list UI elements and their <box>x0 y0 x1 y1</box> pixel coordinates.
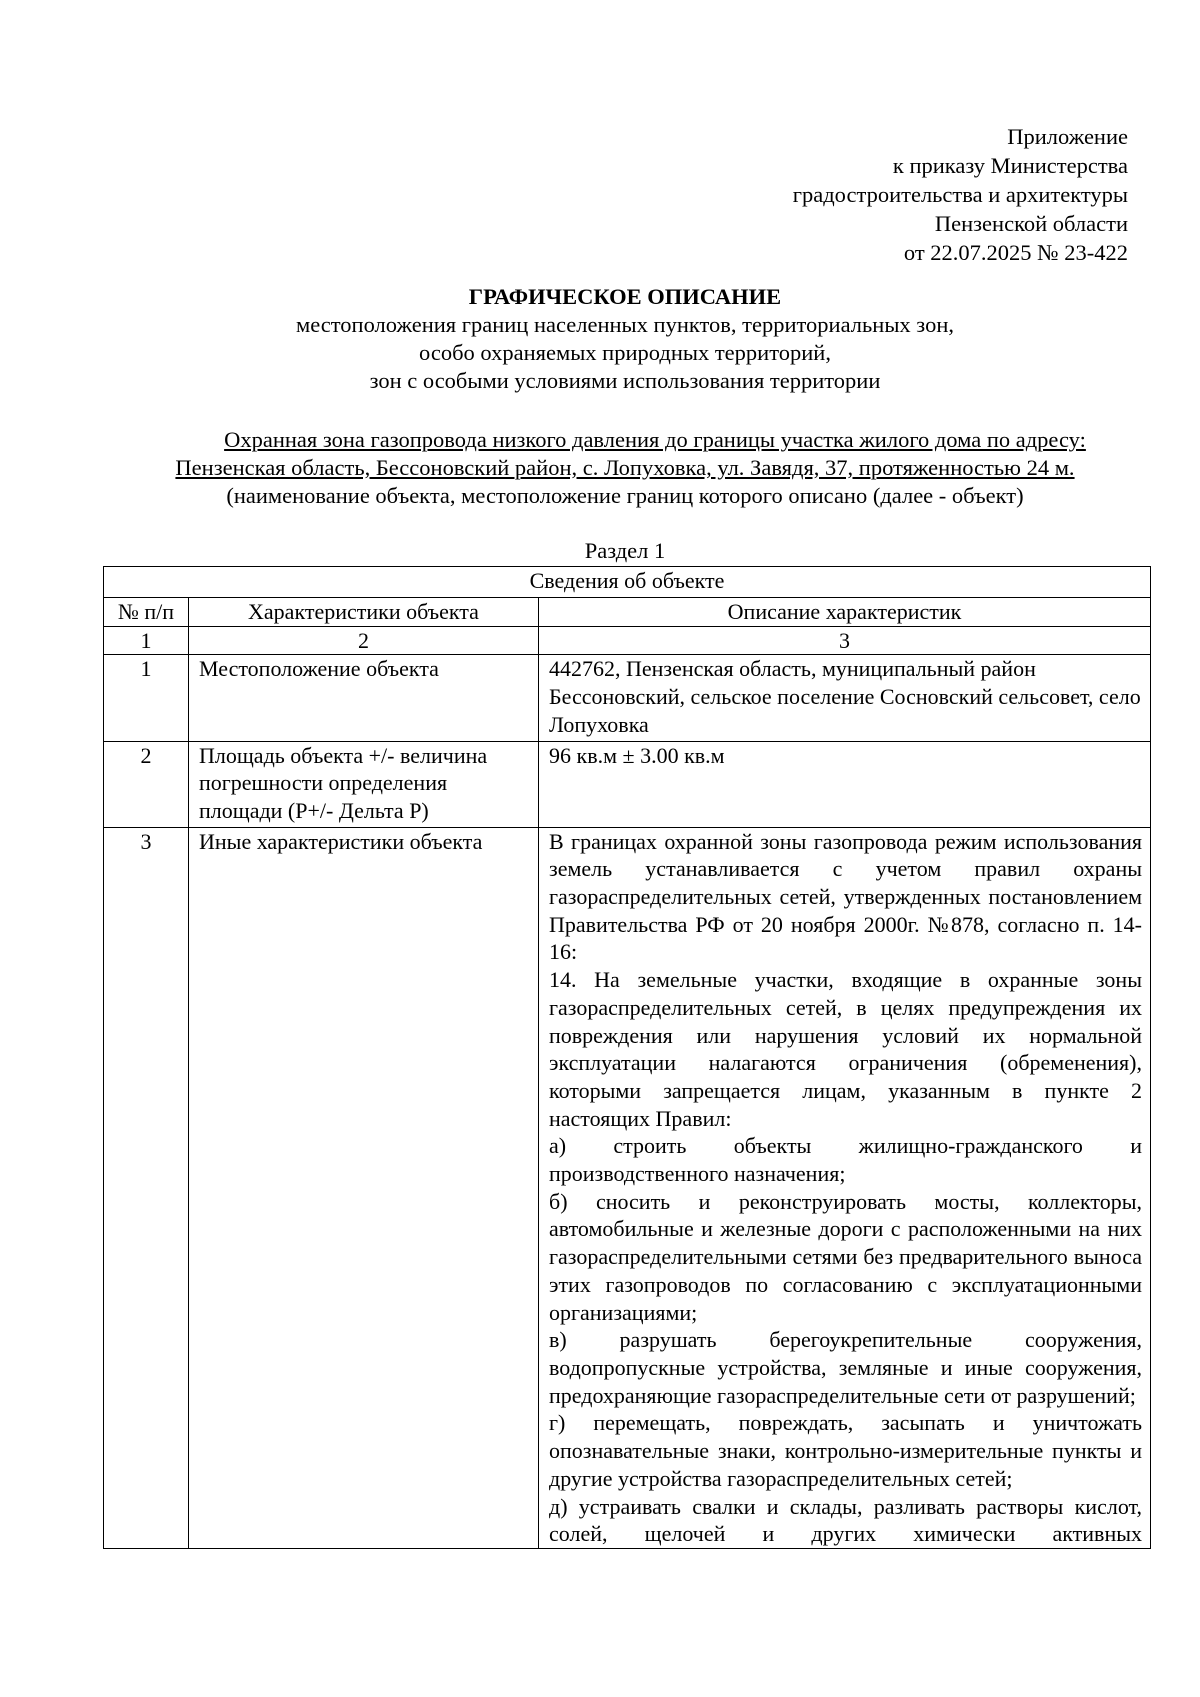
object-info-table <box>103 566 1151 1549</box>
description-paragraph: б) сносить и реконструировать мосты, коллекторы, автомобильные и железные дороги с расположенными на них газораспределительными сетями без предварительного выноса этих газопроводов по согласованию с эксплуатационными организациями; <box>549 1188 1142 1325</box>
appendix-header <box>568 122 1128 267</box>
description-paragraph: а) строить объекты жилищно-гражданского и производственного назначения; <box>549 1133 1142 1187</box>
object-name-block <box>100 426 1150 510</box>
subtitle-line: зон с особыми условиями использования территории <box>369 368 881 393</box>
table-row <box>104 741 1151 827</box>
section-label: Раздел 1 <box>584 538 666 563</box>
column-number-cell: 3 <box>539 626 1151 655</box>
row-number: 1 <box>104 655 189 741</box>
object-name-line: Пензенская область, Бессоновский район, с. Лопуховка, ул. Завядя, 37, протяженностью 24 м. <box>175 455 1075 480</box>
appendix-line: Приложение <box>1007 124 1128 149</box>
header-cell: Характеристики объекта <box>189 598 539 627</box>
row-description: 96 кв.м ± 3.00 кв.м <box>539 741 1151 827</box>
row-description <box>539 827 1151 1548</box>
table-caption-row <box>104 567 1151 598</box>
object-caption: (наименование объекта, местоположение границ которого описано (далее - объект) <box>226 483 1024 508</box>
document-title <box>100 283 1150 395</box>
description-paragraph: В границах охранной зоны газопровода режим использования земель устанавливается с учетом правил охраны газораспределительных сетей, утвержденных постановлением Правительства РФ от 20 ноября 2000г. №878, согласно п. 14-16: <box>549 828 1142 965</box>
appendix-line: к приказу Министерства <box>892 153 1128 178</box>
subtitle-line: особо охраняемых природных территорий, <box>419 340 831 365</box>
table-row <box>104 655 1151 741</box>
object-name-line: Охранная зона газопровода низкого давления до границы участка жилого дома по адресу: <box>224 427 1086 452</box>
subtitle-line: местоположения границ населенных пунктов, территориальных зон, <box>296 312 954 337</box>
column-number-cell: 2 <box>189 626 539 655</box>
appendix-order-date: от 22.07.2025 № 23-422 <box>903 240 1128 265</box>
appendix-line: Пензенской области <box>934 211 1128 236</box>
row-characteristic: Иные характеристики объекта <box>189 827 539 1548</box>
description-paragraph: д) устраивать свалки и склады, разливать растворы кислот, солей, щелочей и других химически активных <box>549 1493 1142 1547</box>
description-paragraph: в) разрушать берегоукрепительные сооружения, водопропускные устройства, земляные и иные сооружения, предохраняющие газораспределительные сети от разрушений; <box>549 1327 1142 1408</box>
row-number: 2 <box>104 741 189 827</box>
header-cell: Описание характеристик <box>539 598 1151 627</box>
row-characteristic: Местоположение объекта <box>189 655 539 741</box>
main-title: ГРАФИЧЕСКОЕ ОПИСАНИЕ <box>468 284 782 309</box>
row-characteristic: Площадь объекта +/- величина погрешности определения площади (Р+/- Дельта Р) <box>189 741 539 827</box>
row-number: 3 <box>104 827 189 1548</box>
column-number-cell: 1 <box>104 626 189 655</box>
table-row <box>104 827 1151 1548</box>
column-number-row <box>104 626 1151 655</box>
header-cell: № п/п <box>104 598 189 627</box>
appendix-line: градостроительства и архитектуры <box>792 182 1128 207</box>
table-caption: Сведения об объекте <box>104 567 1151 598</box>
description-paragraph: 14. На земельные участки, входящие в охранные зоны газораспределительных сетей, в целях предупреждения их повреждения или нарушения условий их нормальной эксплуатации налагаются ограничения (обременения), которыми запрещается лицам, указанным в пункте 2 настоящих Правил: <box>549 967 1142 1131</box>
table-header-row <box>104 598 1151 627</box>
description-paragraph: г) перемещать, повреждать, засыпать и уничтожать опознавательные знаки, контрольно-измерительные пункты и другие устройства газораспределительных сетей; <box>549 1410 1142 1491</box>
row-description: 442762, Пензенская область, муниципальный район Бессоновский, сельское поселение Сосновский сельсовет, село Лопуховка <box>539 655 1151 741</box>
